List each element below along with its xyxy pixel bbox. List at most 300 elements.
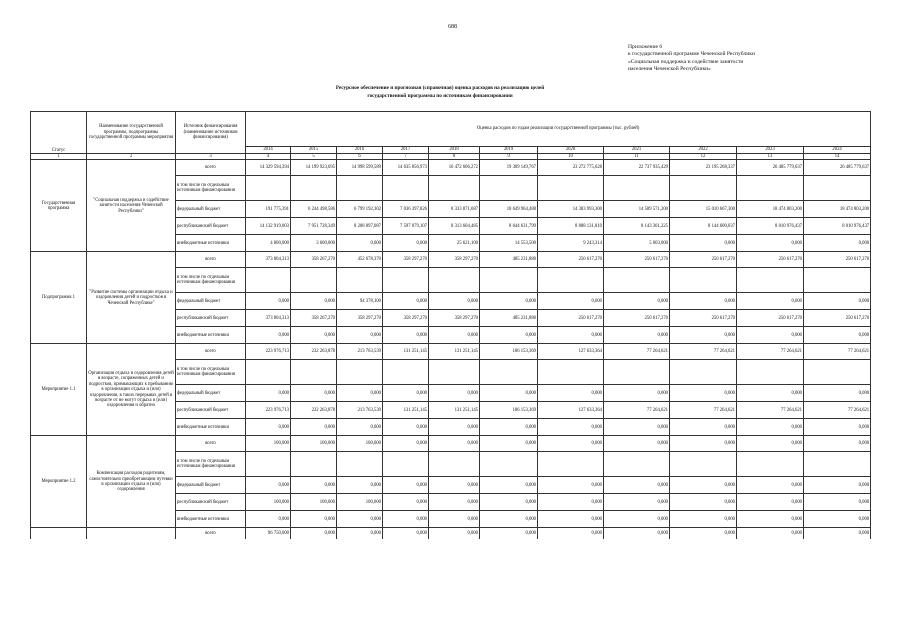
value-cell: 0,000 (737, 511, 804, 528)
value-cell: 0,000 (383, 436, 429, 452)
value-cell: 26 485 779,637 (737, 160, 804, 176)
value-cell: 0,000 (429, 477, 480, 494)
value-cell: 7 597 079,107 (383, 218, 429, 235)
value-cell (246, 360, 291, 385)
value-cell: 0,000 (246, 385, 291, 402)
value-cell: 250 617,270 (604, 310, 670, 327)
value-cell: 250 617,270 (737, 310, 804, 327)
source-label: всего (176, 344, 246, 360)
value-cell (538, 268, 604, 293)
row-name: "Развитие системы организации отдыха и оздоровления детей и подростков в Чеченской Республике" (87, 252, 176, 344)
year-header: 2021 (604, 147, 670, 154)
value-cell (429, 360, 480, 385)
value-cell (291, 268, 337, 293)
value-cell: 14 553,500 (480, 235, 538, 252)
value-cell (804, 176, 871, 201)
source-label: в том числе по отдельным источникам финансирования (176, 176, 246, 201)
value-cell: 23 195 268,337 (670, 160, 737, 176)
value-cell: 0,000 (804, 436, 871, 452)
value-cell: 100,000 (337, 436, 383, 452)
value-cell: 77 264,621 (737, 344, 804, 360)
value-cell: 0,000 (337, 511, 383, 528)
value-cell: 0,000 (383, 419, 429, 436)
value-cell (337, 360, 383, 385)
value-cell: 18 474 803,200 (804, 201, 871, 218)
value-cell (337, 176, 383, 201)
value-cell (538, 452, 604, 477)
value-cell: 0,000 (429, 327, 480, 344)
value-cell: 0,000 (604, 419, 670, 436)
value-cell: 0,000 (538, 419, 604, 436)
year-header: 2022 (670, 147, 737, 154)
value-cell: 0,000 (604, 511, 670, 528)
header-expenses: Оценка расходов по годам реализации государственной программы (тыс. рублей) (246, 112, 871, 147)
value-cell: 8 208 897,087 (337, 218, 383, 235)
source-label: республиканский бюджет (176, 310, 246, 327)
value-cell: 100,000 (291, 436, 337, 452)
value-cell: 14 998 599,589 (337, 160, 383, 176)
value-cell (604, 360, 670, 385)
value-cell: 358 297,270 (383, 252, 429, 268)
value-cell: 0,000 (429, 511, 480, 528)
value-cell: 0,000 (480, 327, 538, 344)
column-index: 5 (291, 154, 337, 160)
value-cell: 485 231,880 (480, 310, 538, 327)
year-header: 2024 (804, 147, 871, 154)
table-row (31, 160, 871, 176)
value-cell: 186 153,369 (480, 402, 538, 419)
value-cell: 213 763,539 (337, 344, 383, 360)
column-index: 2 (87, 154, 176, 160)
value-cell (480, 176, 538, 201)
value-cell (737, 452, 804, 477)
source-label: федеральный бюджет (176, 293, 246, 310)
value-cell (670, 360, 737, 385)
value-cell: 0,000 (246, 419, 291, 436)
value-cell: 0,000 (737, 385, 804, 402)
value-cell: 0,000 (604, 494, 670, 511)
value-cell (538, 176, 604, 201)
column-index: 10 (538, 154, 604, 160)
value-cell (737, 176, 804, 201)
value-cell: 77 264,621 (604, 344, 670, 360)
value-cell: 96 750,000 (246, 528, 291, 540)
value-cell: 250 617,270 (604, 252, 670, 268)
value-cell: 23 272 775,628 (538, 160, 604, 176)
source-label: всего (176, 436, 246, 452)
value-cell: 191 775,391 (246, 201, 291, 218)
value-cell: 250 617,270 (670, 252, 737, 268)
value-cell: 0,000 (480, 293, 538, 310)
value-cell: 0,000 (604, 477, 670, 494)
value-cell: 0,000 (737, 327, 804, 344)
column-index: 4 (246, 154, 291, 160)
value-cell: 0,000 (429, 419, 480, 436)
column-index: 11 (604, 154, 670, 160)
value-cell: 22 737 935,429 (604, 160, 670, 176)
value-cell: 8 010 976,437 (804, 218, 871, 235)
value-cell: 0,000 (337, 528, 383, 540)
value-cell: 0,000 (737, 494, 804, 511)
row-name: Организация отдыха и оздоровления детей в возрасте, сопряженных детей и подростков, примыкающих к пребыванию в организации отдыха и (или) оздоровления, в таких перерывах детей в возрасте от не могут отдыха и (или) оздоровления и обратно (87, 344, 176, 436)
year-header: 2020 (538, 147, 604, 154)
value-cell: 3 600,000 (291, 235, 337, 252)
value-cell: 77 264,621 (604, 402, 670, 419)
row-name: Компенсация расходов родителям, самостоятельно приобретающим путевки в организации отдыха и (или) оздоровления (87, 436, 176, 528)
value-cell: 223 976,713 (246, 402, 291, 419)
source-label: в том числе по отдельным источникам финансирования (176, 360, 246, 385)
value-cell: 0,000 (737, 477, 804, 494)
column-index: 13 (737, 154, 804, 160)
column-index: 3 (176, 154, 246, 160)
column-index: 6 (337, 154, 383, 160)
value-cell: 0,000 (480, 419, 538, 436)
value-cell: 0,000 (429, 494, 480, 511)
value-cell (383, 176, 429, 201)
value-cell: 0,000 (538, 436, 604, 452)
value-cell: 14 589 571,200 (604, 201, 670, 218)
value-cell: 0,000 (538, 528, 604, 540)
value-cell: 0,000 (670, 235, 737, 252)
source-label: всего (176, 528, 246, 540)
value-cell: 14 199 923,695 (291, 160, 337, 176)
value-cell (604, 268, 670, 293)
value-cell: 26 485 779,637 (804, 160, 871, 176)
value-cell: 250 617,270 (804, 252, 871, 268)
value-cell: 0,000 (383, 235, 429, 252)
column-index: 14 (804, 154, 871, 160)
value-cell: 8 333 871,687 (429, 201, 480, 218)
year-header: 2014 (246, 147, 291, 154)
value-cell: 0,000 (480, 436, 538, 452)
header-name: Наименование государственной программы, подпрограммы государственной программы мероприятия (87, 112, 176, 154)
value-cell: 0,000 (670, 436, 737, 452)
value-cell (246, 452, 291, 477)
value-cell (246, 268, 291, 293)
value-cell: 250 617,270 (737, 252, 804, 268)
value-cell: 6 799 192,302 (337, 201, 383, 218)
value-cell: 0,000 (670, 293, 737, 310)
value-cell: 14 635 856,973 (383, 160, 429, 176)
year-header: 2015 (291, 147, 337, 154)
value-cell: 0,000 (604, 528, 670, 540)
value-cell (429, 176, 480, 201)
value-cell: 0,000 (604, 293, 670, 310)
value-cell (429, 268, 480, 293)
appendix-line: к государственной программе Чеченской Республики (628, 51, 755, 58)
header-source: Источник финансирования (наименование источников финансирования) (176, 112, 246, 154)
source-label: федеральный бюджет (176, 385, 246, 402)
table-row (31, 344, 871, 360)
value-cell (337, 452, 383, 477)
value-cell (480, 268, 538, 293)
column-index: 9 (480, 154, 538, 160)
value-cell: 0,000 (804, 327, 871, 344)
value-cell: 358 297,270 (383, 310, 429, 327)
value-cell (604, 176, 670, 201)
source-label: внебюджетные источники (176, 419, 246, 436)
value-cell: 18 474 803,200 (737, 201, 804, 218)
value-cell: 0,000 (538, 477, 604, 494)
value-cell: 0,000 (383, 293, 429, 310)
value-cell: 8 644 631,799 (480, 218, 538, 235)
value-cell: 131 251,145 (429, 344, 480, 360)
value-cell (246, 176, 291, 201)
value-cell: 0,000 (804, 494, 871, 511)
value-cell: 8 010 976,437 (737, 218, 804, 235)
value-cell: 0,000 (670, 528, 737, 540)
year-header: 2017 (383, 147, 429, 154)
value-cell: 0,000 (670, 385, 737, 402)
value-cell: 0,000 (480, 477, 538, 494)
source-label: республиканский бюджет (176, 402, 246, 419)
value-cell: 127 633,364 (538, 402, 604, 419)
column-index: 12 (670, 154, 737, 160)
table-row (31, 252, 871, 268)
value-cell (804, 268, 871, 293)
value-cell (291, 360, 337, 385)
value-cell: 0,000 (538, 293, 604, 310)
value-cell: 131 251,145 (429, 402, 480, 419)
value-cell: 232 263,878 (291, 344, 337, 360)
value-cell: 8 313 604,485 (429, 218, 480, 235)
value-cell: 0,000 (604, 436, 670, 452)
value-cell: 213 763,539 (337, 402, 383, 419)
value-cell: 0,000 (670, 494, 737, 511)
value-cell (737, 360, 804, 385)
value-cell: 6 244 498,586 (291, 201, 337, 218)
value-cell: 0,000 (291, 385, 337, 402)
row-status: Государственная программа (31, 160, 87, 252)
value-cell: 7 036 397,826 (383, 201, 429, 218)
value-cell: 94 378,100 (337, 293, 383, 310)
value-cell: 100,000 (291, 494, 337, 511)
value-cell: 15 010 667,300 (670, 201, 737, 218)
value-cell: 0,000 (480, 528, 538, 540)
value-cell: 452 678,370 (337, 252, 383, 268)
row-name: "Социальная поддержка и содействие занятости населения Чеченской Республики" (87, 160, 176, 252)
value-cell: 358 297,270 (429, 310, 480, 327)
value-cell: 4 800,000 (246, 235, 291, 252)
value-cell (383, 452, 429, 477)
value-cell: 127 633,364 (538, 344, 604, 360)
resource-table (30, 111, 871, 539)
value-cell: 373 804,313 (246, 252, 291, 268)
value-cell: 0,000 (429, 385, 480, 402)
value-cell: 0,000 (246, 327, 291, 344)
table-row (31, 528, 871, 540)
value-cell: 0,000 (480, 494, 538, 511)
source-label: республиканский бюджет (176, 494, 246, 511)
title-line: Ресурсное обеспечение и прогнозная (справочная) оценка расходов на реализацию целей (335, 85, 545, 91)
value-cell: 0,000 (383, 511, 429, 528)
value-cell: 0,000 (604, 385, 670, 402)
value-cell: 0,000 (383, 528, 429, 540)
value-cell: 10 649 964,488 (480, 201, 538, 218)
value-cell: 0,000 (737, 293, 804, 310)
value-cell: 358 297,270 (337, 310, 383, 327)
value-cell: 0,000 (337, 235, 383, 252)
value-cell: 0,000 (804, 511, 871, 528)
value-cell: 0,000 (383, 327, 429, 344)
value-cell: 0,000 (538, 385, 604, 402)
value-cell: 0,000 (737, 419, 804, 436)
column-index: 7 (383, 154, 429, 160)
value-cell: 250 617,270 (538, 310, 604, 327)
value-cell: 77 264,621 (804, 344, 871, 360)
value-cell: 0,000 (337, 477, 383, 494)
value-cell: 0,000 (291, 327, 337, 344)
value-cell: 0,000 (291, 528, 337, 540)
value-cell: 0,000 (804, 419, 871, 436)
value-cell (670, 452, 737, 477)
value-cell: 0,000 (538, 327, 604, 344)
page-number: 688 (448, 24, 457, 30)
title-line: государственной программы по источникам финансирования (367, 92, 513, 99)
value-cell: 0,000 (604, 327, 670, 344)
value-cell: 100,000 (246, 494, 291, 511)
value-cell: 0,000 (737, 235, 804, 252)
value-cell: 5 003,000 (604, 235, 670, 252)
value-cell: 0,000 (804, 477, 871, 494)
value-cell (337, 268, 383, 293)
value-cell: 0,000 (291, 511, 337, 528)
row-status: Подпрограмма 1 (31, 252, 87, 344)
value-cell: 358 267,270 (291, 252, 337, 268)
value-cell: 0,000 (480, 511, 538, 528)
value-cell: 14 383 993,300 (538, 201, 604, 218)
value-cell: 131 251,145 (383, 344, 429, 360)
value-cell (291, 176, 337, 201)
source-label: в том числе по отдельным источникам финансирования (176, 268, 246, 293)
row-status: Мероприятие 1.1 (31, 344, 87, 436)
column-index: 1 (31, 154, 87, 160)
value-cell (429, 452, 480, 477)
value-cell: 9 243,314 (538, 235, 604, 252)
value-cell: 77 264,621 (670, 344, 737, 360)
value-cell (291, 452, 337, 477)
source-label: внебюджетные источники (176, 511, 246, 528)
value-cell: 0,000 (804, 293, 871, 310)
value-cell: 131 251,145 (383, 402, 429, 419)
source-label: федеральный бюджет (176, 477, 246, 494)
value-cell: 0,000 (383, 477, 429, 494)
row-name (87, 528, 176, 540)
value-cell: 8 144 600,037 (670, 218, 737, 235)
value-cell: 14 132 919,003 (246, 218, 291, 235)
value-cell: 100,000 (337, 494, 383, 511)
value-cell: 0,000 (429, 293, 480, 310)
value-cell: 485 231,880 (480, 252, 538, 268)
value-cell (480, 360, 538, 385)
appendix-line: населения Чеченской Республики» (628, 66, 711, 73)
value-cell: 0,000 (670, 511, 737, 528)
value-cell: 14 329 594,394 (246, 160, 291, 176)
value-cell: 250 617,270 (670, 310, 737, 327)
row-status (31, 528, 87, 540)
value-cell (804, 360, 871, 385)
value-cell: 0,000 (804, 385, 871, 402)
value-cell: 232 263,878 (291, 402, 337, 419)
source-label: в том числе по отдельным источникам финансирования (176, 452, 246, 477)
value-cell (804, 452, 871, 477)
value-cell: 0,000 (538, 494, 604, 511)
value-cell: 0,000 (670, 477, 737, 494)
value-cell: 358 297,270 (429, 252, 480, 268)
table-row (31, 436, 871, 452)
value-cell (383, 360, 429, 385)
value-cell: 0,000 (246, 293, 291, 310)
value-cell: 0,000 (246, 511, 291, 528)
column-index: 8 (429, 154, 480, 160)
value-cell: 0,000 (538, 511, 604, 528)
header-status: Статус (31, 112, 87, 154)
value-cell: 223 976,713 (246, 344, 291, 360)
value-cell: 186 153,369 (480, 344, 538, 360)
source-label: федеральный бюджет (176, 201, 246, 218)
value-cell: 0,000 (670, 419, 737, 436)
year-header: 2018 (429, 147, 480, 154)
value-cell: 0,000 (337, 385, 383, 402)
year-header: 2016 (337, 147, 383, 154)
source-label: всего (176, 252, 246, 268)
value-cell: 19 309 149,767 (480, 160, 538, 176)
source-label: республиканский бюджет (176, 218, 246, 235)
value-cell: 0,000 (480, 385, 538, 402)
value-cell: 0,000 (291, 293, 337, 310)
value-cell: 7 951 728,349 (291, 218, 337, 235)
value-cell (604, 452, 670, 477)
value-cell: 0,000 (429, 528, 480, 540)
value-cell: 16 472 606,272 (429, 160, 480, 176)
value-cell: 0,000 (804, 235, 871, 252)
source-label: внебюджетные источники (176, 235, 246, 252)
source-label: внебюджетные источники (176, 327, 246, 344)
value-cell: 0,000 (337, 327, 383, 344)
appendix-line: Приложение 6 (628, 44, 663, 50)
value-cell: 250 617,270 (538, 252, 604, 268)
value-cell (737, 268, 804, 293)
value-cell: 0,000 (737, 436, 804, 452)
value-cell: 0,000 (337, 419, 383, 436)
value-cell: 0,000 (670, 327, 737, 344)
value-cell: 373 804,313 (246, 310, 291, 327)
value-cell (480, 452, 538, 477)
value-cell: 0,000 (429, 436, 480, 452)
value-cell: 0,000 (246, 477, 291, 494)
value-cell (538, 360, 604, 385)
value-cell (670, 268, 737, 293)
value-cell: 0,000 (383, 385, 429, 402)
value-cell: 250 617,270 (804, 310, 871, 327)
value-cell: 77 264,621 (670, 402, 737, 419)
value-cell: 25 621,100 (429, 235, 480, 252)
value-cell: 358 267,270 (291, 310, 337, 327)
value-cell: 0,000 (383, 494, 429, 511)
value-cell: 0,000 (291, 477, 337, 494)
value-cell: 77 264,621 (804, 402, 871, 419)
document-title (180, 85, 700, 100)
value-cell (670, 176, 737, 201)
source-label: всего (176, 160, 246, 176)
value-cell (383, 268, 429, 293)
year-header: 2019 (480, 147, 538, 154)
row-status: Мероприятие 1.2 (31, 436, 87, 528)
value-cell: 100,000 (246, 436, 291, 452)
value-cell: 0,000 (804, 528, 871, 540)
value-cell: 8 143 361,225 (604, 218, 670, 235)
appendix-line: «Социальная поддержка и содействие занятости (628, 58, 744, 65)
